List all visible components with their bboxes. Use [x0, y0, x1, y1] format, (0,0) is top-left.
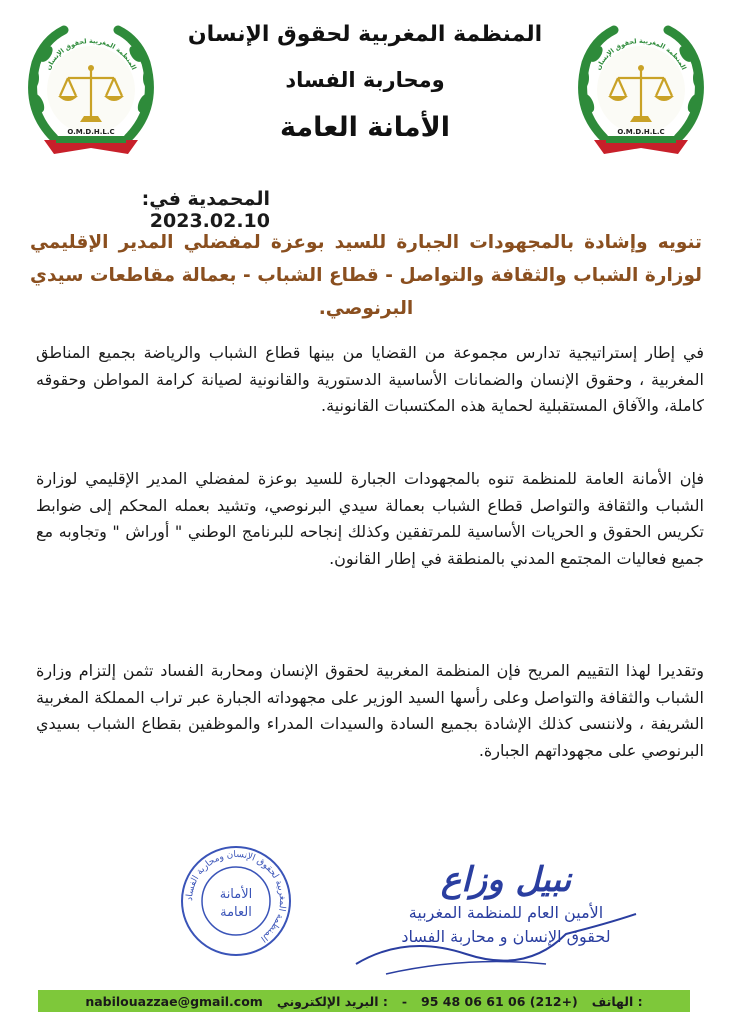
org-name-line2: ومحاربة الفساد — [285, 68, 445, 92]
svg-text:المنظمة المغربية لحقوق الإنسان: المنظمة المغربية لحقوق الإنسان — [594, 36, 688, 72]
footer-separator: - — [401, 993, 408, 1009]
footer-email-label: البريد الإلكتروني : — [276, 993, 388, 1009]
official-stamp — [178, 842, 294, 960]
department-title: الأمانة العامة — [280, 112, 450, 143]
svg-text:المنظمة المغربية لحقوق الإنسان: المنظمة المغربية لحقوق الإنسان — [44, 36, 138, 72]
logo-acronym-right: O.M.D.H.L.C — [617, 128, 665, 136]
footer-phone: 95 48 06 61 06 (212+) — [421, 993, 578, 1009]
contact-footer — [38, 990, 690, 1012]
body-paragraph-2: فإن الأمانة العامة للمنظمة تنوه بالمجهودات الجبارة للسيد بوعزة لمفضلي المدير الإقليمي لوزارة الشباب والثقافة والتواصل قطاع الشباب بعمالة سيدي البرنوصي، وتشيد بعمله المحكم إلى ضوابط تكريس الحقوق و الحريات الأساسية للمرتفقين وكذلك إنجاحه للبرنامج الوطني " أوراش " وتجاوبه مع جميع فعاليات المجتمع المدني بالمنطقة في إطار القانون. — [36, 469, 704, 568]
date-label: المحمدية في: — [141, 188, 270, 210]
footer-email[interactable]: nabilouazzae@gmail.com — [85, 993, 263, 1009]
signatory-title-line1: الأمين العام للمنظمة المغربية — [408, 903, 604, 922]
body-paragraph-1: في إطار إستراتيجية تدارس مجموعة من القضايا من بينها قطاع الشباب والرياضة بجميع المناطق المغربية ، وحقوق الإنسان والضمانات الأساسية الدستورية والقانونية لصيانة كرامة المواطن وحقوقه كاملة، والآفاق المستقبلية لحماية هذه المكتسبات القانونية. — [36, 343, 704, 415]
stamp-center-line1: الأمانة — [219, 887, 253, 902]
organization-logo-left — [16, 18, 166, 160]
org-name-line1: المنظمة المغربية لحقوق الإنسان — [187, 22, 543, 47]
scales-of-justice-icon — [566, 18, 716, 160]
stamp-center-line2: العامة — [220, 905, 252, 920]
body-paragraph-3: وتقديرا لهذا التقييم المريح فإن المنظمة المغربية لحقوق الإنسان ومحاربة الفساد تثمن إلتزام وزارة الشباب والثقافة والتواصل وعلى رأسها السيد الوزير على مجهوداته الجبارة عبر تراب المملكة المغربية الشريفة ، ولاننسى كذلك الإشادة بجميع السادة والسيدات المدراء والموظفين بقطاع الشباب بسيدي البرنوصي على مجهوداتهم الجبارة. — [36, 661, 704, 760]
stamp-ring-text: المنظمة المغربية لحقوق الإنسان ومحاربة الفساد — [184, 849, 288, 944]
organization-logo-right — [566, 18, 716, 160]
signature-block — [356, 860, 656, 960]
scales-of-justice-icon — [16, 18, 166, 160]
logo-acronym-left: O.M.D.H.L.C — [67, 128, 115, 136]
date-value: 2023.02.10 — [149, 210, 270, 232]
letter-subject: تنويه وإشادة بالمجهودات الجبارة للسيد بوعزة لمفضلي المدير الإقليمي لوزارة الشباب والثقافة والتواصل - قطاع الشباب - بعمالة مقاطعات سيدي البرنوصي. — [30, 232, 702, 319]
handwritten-signature-icon — [346, 904, 646, 984]
stamp-seal-icon — [178, 842, 294, 960]
footer-phone-label: الهاتف : — [591, 993, 643, 1009]
signatory-name: نبيل وزاع — [440, 860, 572, 900]
signatory-title-line2: لحقوق الإنسان و محاربة الفساد — [401, 927, 611, 946]
